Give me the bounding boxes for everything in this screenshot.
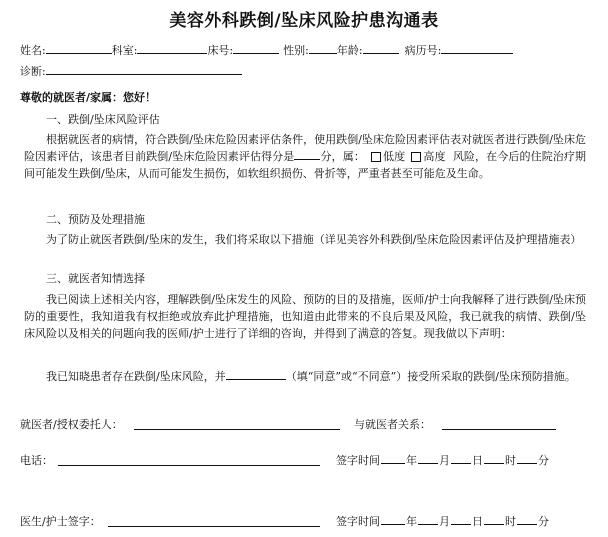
staff-sign-field[interactable]	[108, 526, 320, 527]
patient-sign-label: 就医者/授权委托人：	[20, 418, 123, 431]
consent-text-b: （填“同意”或“不同意”）接受所采取的跌倒/坠床预防措施。	[285, 370, 576, 383]
year-field[interactable]	[381, 452, 405, 464]
high-risk-checkbox[interactable]	[411, 152, 421, 162]
day-field[interactable]	[451, 452, 471, 464]
name-field[interactable]	[46, 42, 112, 54]
high-risk-label: 高度	[423, 150, 446, 163]
bed-label: 床号:	[207, 44, 234, 57]
low-risk-checkbox[interactable]	[371, 152, 381, 162]
diagnosis-label: 诊断:	[20, 65, 46, 78]
section1-paragraph	[24, 131, 586, 182]
month-field[interactable]	[418, 513, 438, 525]
diagnosis-row	[20, 63, 242, 79]
greeting: 尊敬的就医者/家属：您好！	[20, 91, 157, 104]
section3-text: 我已阅读上述相关内容，理解跌倒/坠床发生的风险、预防的目的及措施，医师/护士向我解释了进行跌倒/坠床预防的重要性，我知道我有权拒绝或放弃此护理措施，也知道由此带来的不良后果及风险，我已就我的病情、跌倒/坠床风险以及相关的问题向我的医师/护士进行了详细的咨询，并得到了满意的答复。现我做以下声明：	[24, 293, 586, 340]
bed-field[interactable]	[233, 42, 279, 54]
age-label: 年龄:	[336, 44, 363, 57]
diagnosis-field[interactable]	[46, 63, 242, 75]
score-unit: 分，属：	[320, 150, 365, 163]
section2-heading: 二、预防及处理措施	[46, 213, 145, 226]
consent-choice-field[interactable]	[226, 368, 286, 380]
name-label: 姓名:	[20, 44, 46, 57]
month-field[interactable]	[418, 452, 438, 464]
relation-label: 与就医者关系：	[354, 418, 431, 431]
relation-field[interactable]	[442, 429, 556, 430]
section3-heading: 三、就医者知情选择	[46, 272, 145, 285]
patient-info-row	[20, 42, 513, 58]
section2-text: 为了防止就医者跌倒/坠床的发生，我们将采取以下措施（详见美容外科跌倒/坠床危险因素评估及护理措施表）	[46, 233, 582, 246]
patient-sign-field[interactable]	[134, 429, 340, 430]
record-field[interactable]	[441, 42, 513, 54]
score-field[interactable]	[294, 148, 320, 160]
age-field[interactable]	[363, 42, 399, 54]
hour-field[interactable]	[484, 513, 504, 525]
minute-field[interactable]	[517, 452, 537, 464]
hour-field[interactable]	[484, 452, 504, 464]
staff-sign-time: 签字时间 年 月 日 时 分	[336, 515, 549, 528]
year-field[interactable]	[381, 513, 405, 525]
form-title: 美容外科跌倒/坠床风险护患沟通表	[169, 11, 439, 31]
dept-label: 科室:	[111, 44, 138, 57]
day-field[interactable]	[451, 513, 471, 525]
low-risk-label: 低度	[382, 150, 406, 163]
dept-field[interactable]	[137, 42, 207, 54]
consent-paragraph	[24, 368, 586, 385]
consent-text-a: 我已知晓患者存在跌倒/坠床风险，并	[46, 370, 226, 383]
phone-label: 电话：	[20, 454, 53, 467]
patient-sign-time: 签字时间 年 月 日 时 分	[336, 454, 549, 467]
staff-sign-label: 医生/护士签字：	[20, 515, 101, 528]
minute-field[interactable]	[517, 513, 537, 525]
record-label: 病历号:	[404, 44, 442, 57]
sex-field[interactable]	[309, 42, 337, 54]
section1-risk-text: 风险，在今后的住院治疗期间可能发生跌倒/坠床，从而可能发生损伤，如软组织损伤、骨折等，严重者甚至可能危及生命。	[24, 150, 587, 180]
phone-field[interactable]	[58, 465, 320, 466]
sex-label: 性别:	[283, 44, 309, 57]
section1-heading: 一、跌倒/坠床风险评估	[46, 113, 160, 126]
section1-text: 根据就医者的病情，符合跌倒/坠床危险因素评估条件，使用跌倒/坠床危险因素评估表对就医者进行跌倒/坠床危险因素评估，该患者目前跌倒/坠床危险因素评估得分是	[24, 133, 586, 163]
